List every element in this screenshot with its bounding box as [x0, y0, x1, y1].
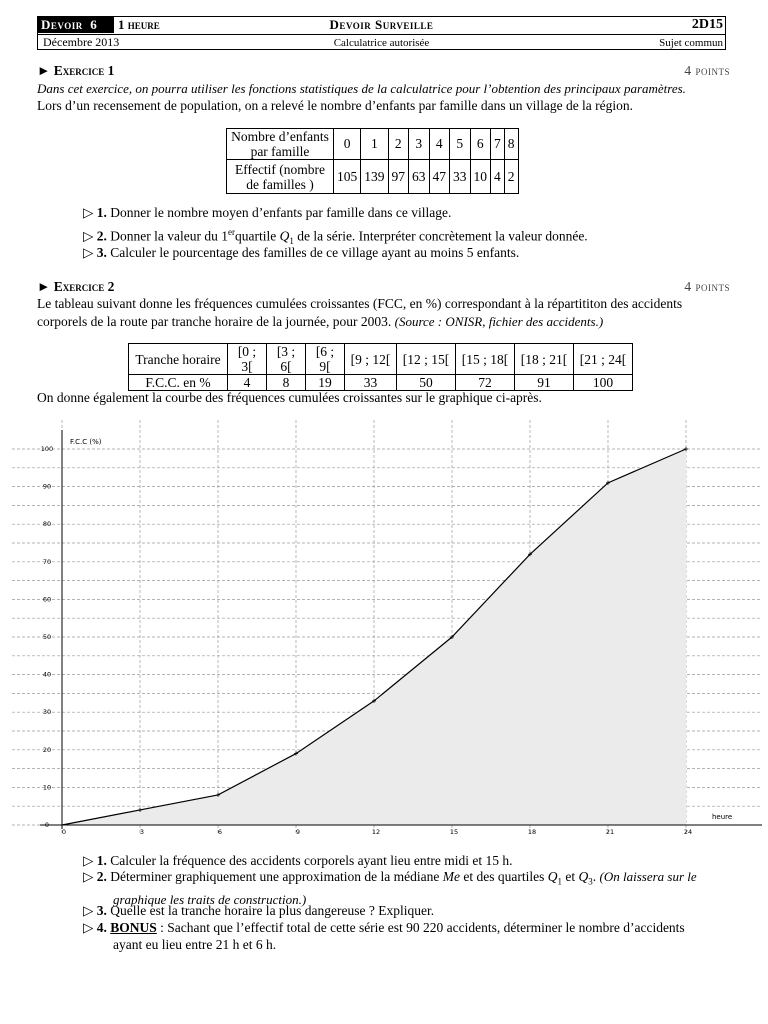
- subject-note: Sujet commun: [659, 37, 723, 49]
- fcc-table: Tranche horaire [0 ; 3[ [3 ; 6[ [6 ; 9[ [9 ; 12[ [12 ; 15[ [15 ; 18[ [18 ; 21[ [21 ; 24[ F.C.C. en % 4 8 19 33 50 72 91 100: [128, 343, 633, 391]
- x-tick-label: 0: [61, 828, 67, 836]
- ex2-question-4: ▷ 4. BONUS : Sachant que l’effectif total de cette série est 90 220 accidents, déterminer le nombre d’accidents ayant eu lieu entre 21 h et 6 h.: [83, 920, 685, 952]
- x-tick-label: 9: [295, 828, 301, 836]
- x-tick-label: 3: [139, 828, 145, 836]
- y-tick-label: 70: [42, 557, 52, 566]
- y-tick-labels: [41, 445, 53, 829]
- fcc-chart: [0, 410, 768, 840]
- x-tick-label: 6: [217, 828, 223, 836]
- devoir-badge: Devoir 6: [38, 17, 114, 33]
- exercise2-heading: [37, 279, 730, 295]
- x-tick-labels: [62, 828, 692, 836]
- duration: 1 heure: [118, 17, 160, 32]
- x-tick-label: 15: [449, 828, 459, 836]
- ex2-question-1: ▷ 1. Calculer la fréquence des accidents corporels ayant lieu entre midi et 15 h.: [83, 853, 513, 868]
- y-tick-label: 50: [42, 633, 52, 641]
- exercise1-points: 4 points: [684, 63, 730, 78]
- ex1-question-2: ▷ 2. Donner la valeur du 1erquartile $Q_1$ de la série. Interpréter concrètement la valeur donnée.: [83, 227, 588, 247]
- x-tick-label: 18: [527, 828, 537, 836]
- exercise1-intro-italic: Dans cet exercice, on pourra utiliser les fonctions statistiques de la calculatrice pour l’obtention des principaux paramètres.: [37, 81, 686, 96]
- y-tick-label: 80: [42, 520, 52, 529]
- exercise1-title: Exercice 1: [53, 63, 115, 78]
- y-tick-label: 100: [40, 445, 54, 453]
- y-tick-label: 10: [42, 783, 52, 792]
- ex1-question-1: ▷ 1. Donner le nombre moyen d’enfants par famille dans ce village.: [83, 205, 452, 220]
- class-code: 2D15: [691, 17, 723, 32]
- x-tick-label: 24: [683, 828, 693, 836]
- ex2-question-3: ▷ 3. Quelle est la tranche horaire la plus dangereuse ? Expliquer.: [83, 903, 435, 918]
- date: Décembre 2013: [43, 35, 120, 49]
- x-axis-label: heure: [712, 813, 733, 821]
- exercise2-title: Exercice 2: [53, 279, 115, 294]
- header-box: [37, 16, 726, 50]
- calculator-note: Calculatrice autorisée: [333, 37, 430, 49]
- arrow-icon: ►: [37, 63, 51, 78]
- exercise1-heading: [37, 63, 730, 79]
- y-tick-label: 60: [42, 595, 52, 604]
- ex2-question-2: ▷ 2. Déterminer graphiquement une approximation de la médiane Me et des quartiles $Q_1$ et $Q_3$. (On laissera sur le graphique les traits de construction.): [83, 869, 697, 907]
- y-tick-label: 20: [42, 745, 52, 754]
- header-top-row: [38, 17, 725, 35]
- graph-intro: On donne également la courbe des fréquences cumulées croissantes sur le graphique ci-après.: [37, 390, 542, 405]
- x-tick-label: 12: [371, 828, 381, 836]
- children-table: Nombre d’enfants par famille 0 1 2 3 4 5 6 7 8 Effectif (nombre de familles ) 105 139 97 63 47 33 10 4 2: [226, 128, 519, 194]
- exercise2-intro: Le tableau suivant donne les fréquences cumulées croissantes (FCC, en %) correspondant à la répartititon des accidents corporels de la route par tranche horaire de la journée, pour 2003. (Source : ONISR, fichier des accidents.): [37, 296, 683, 329]
- y-tick-label: 90: [42, 482, 52, 491]
- y-tick-label: 30: [42, 708, 52, 717]
- exercise1-intro: Lors d’un recensement de population, on a relevé le nombre d’enfants par famille dans un village de la région.: [37, 98, 634, 113]
- arrow-icon: ►: [37, 279, 51, 294]
- y-tick-label: 0: [44, 821, 50, 829]
- document-title: Devoir Surveille: [329, 17, 434, 32]
- y-tick-label: 40: [42, 670, 52, 679]
- y-axis-label: F.C.C (%): [70, 438, 102, 446]
- exercise2-points: 4 points: [684, 279, 730, 294]
- x-tick-label: 21: [605, 828, 615, 836]
- ex1-question-3: ▷ 3. Calculer le pourcentage des familles de ce village ayant au moins 5 enfants.: [83, 245, 520, 260]
